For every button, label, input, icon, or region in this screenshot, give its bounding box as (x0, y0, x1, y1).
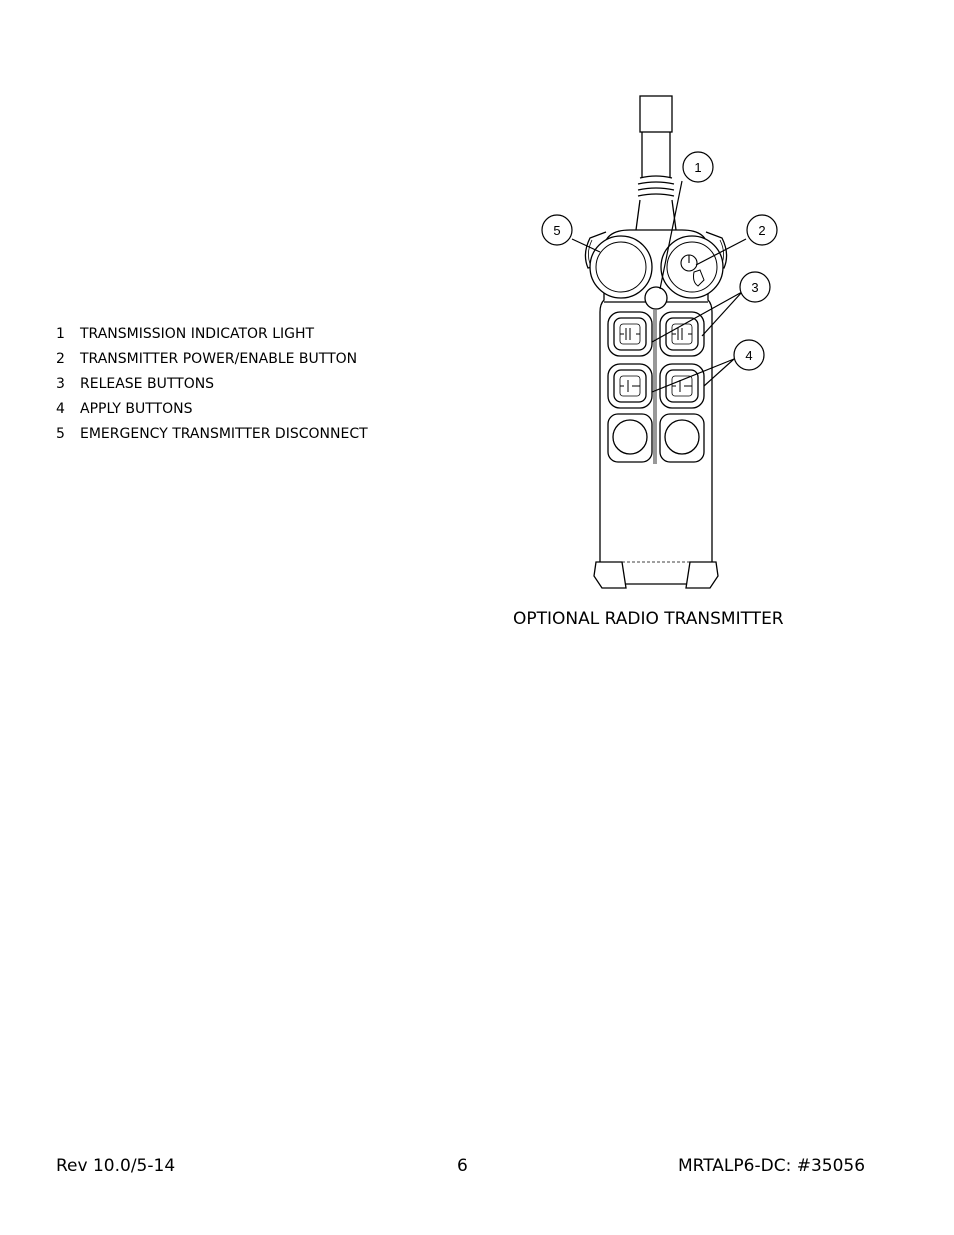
legend-number: 2 (56, 350, 65, 367)
callout-5 (542, 215, 572, 245)
left-foot (594, 562, 626, 588)
legend-item (56, 396, 456, 421)
antenna-shaft (642, 132, 670, 178)
callout-4-label: 4 (745, 348, 753, 363)
legend-item (56, 346, 456, 371)
callout-5-label: 5 (553, 223, 561, 238)
callout-2 (747, 215, 777, 245)
antenna-tip (640, 96, 672, 132)
footer-revision: Rev 10.0/5-14 (56, 1156, 176, 1176)
legend-item (56, 321, 456, 346)
callout-4 (734, 340, 764, 370)
callout-1-label: 1 (694, 160, 702, 175)
callout-3-label: 3 (751, 280, 759, 295)
right-foot (686, 562, 718, 588)
legend-label: APPLY BUTTONS (80, 400, 193, 417)
parts-legend (56, 321, 456, 446)
legend-number: 3 (56, 375, 65, 392)
callout-2-label: 2 (758, 223, 766, 238)
legend-label: TRANSMITTER POWER/ENABLE BUTTON (80, 350, 358, 367)
transmitter-figure (512, 92, 812, 597)
legend-item (56, 421, 456, 446)
legend-number: 1 (56, 325, 65, 342)
legend-label: RELEASE BUTTONS (80, 375, 215, 392)
legend-label: EMERGENCY TRANSMITTER DISCONNECT (80, 425, 368, 442)
footer-document-id: MRTALP6-DC: #35056 (678, 1156, 866, 1176)
callout-3 (740, 272, 770, 302)
callout-1 (683, 152, 713, 182)
emergency-stop-button (590, 236, 652, 298)
figure-caption: OPTIONAL RADIO TRANSMITTER (513, 609, 784, 629)
legend-item (56, 371, 456, 396)
blank-button (608, 414, 652, 462)
power-button (661, 236, 723, 298)
footer-page-number: 6 (457, 1156, 468, 1176)
legend-label: TRANSMISSION INDICATOR LIGHT (80, 325, 315, 342)
transmitter-drawing (512, 92, 812, 597)
legend-number: 5 (56, 425, 65, 442)
indicator-light (645, 287, 667, 309)
legend-number: 4 (56, 400, 65, 417)
blank-button (660, 414, 704, 462)
